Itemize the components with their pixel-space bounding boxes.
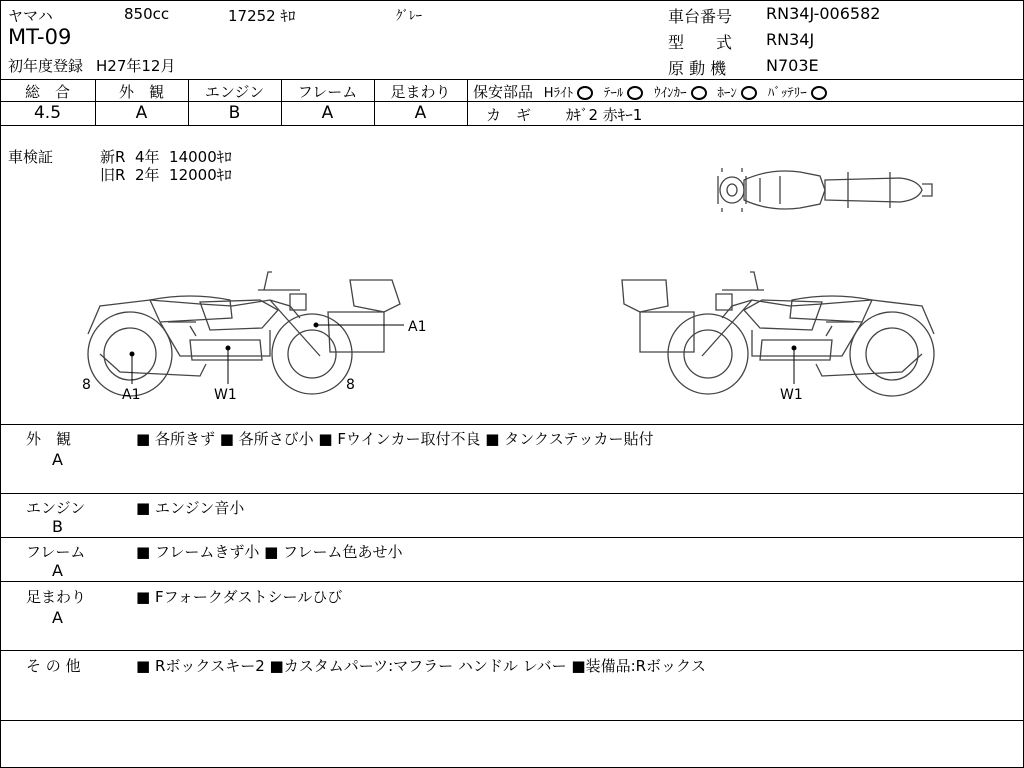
engine-code-value: N703E bbox=[766, 56, 819, 75]
grade-value-suspension: A bbox=[414, 103, 427, 123]
section-other-label: そ の 他 bbox=[26, 657, 81, 675]
section-engine-grade: B bbox=[52, 517, 63, 536]
diagram-label-w1-right: W1 bbox=[780, 387, 803, 403]
keys-value: ｶｷﾞ2 赤ｷｰ1 bbox=[566, 106, 643, 124]
diagram-label-rear-wheel: 8 bbox=[82, 377, 91, 393]
horn-ok-icon bbox=[741, 86, 757, 100]
section-suspension-items: ■ Fフォークダストシールひび bbox=[136, 588, 343, 606]
model-name: MT-09 bbox=[8, 25, 72, 49]
safety-item-winker: ｳｲﾝｶｰ bbox=[654, 86, 687, 101]
displacement: 850cc bbox=[124, 5, 170, 23]
winker-ok-icon bbox=[691, 86, 707, 100]
section-engine-items: ■ エンジン音小 bbox=[136, 499, 245, 517]
section-frame-label: フレーム bbox=[26, 543, 86, 561]
maker: ヤマハ bbox=[8, 7, 53, 25]
diagram-label-front-wheel: 8 bbox=[346, 377, 355, 393]
grade-value-exterior: A bbox=[135, 103, 148, 123]
section-divider-1 bbox=[0, 493, 1024, 494]
section-divider-0 bbox=[0, 424, 1024, 425]
section-divider-4 bbox=[0, 650, 1024, 651]
safety-parts-row bbox=[473, 81, 833, 102]
engine-code-label: 原 動 機 bbox=[668, 59, 727, 78]
frame-number-label: 車台番号 bbox=[668, 7, 733, 26]
frame-number-value: RN34J-006582 bbox=[766, 4, 881, 23]
headlight-ok-icon bbox=[577, 86, 593, 100]
grade-header-frame: フレーム bbox=[297, 83, 358, 101]
section-exterior-label: 外 観 bbox=[26, 430, 72, 448]
type-label: 型 式 bbox=[668, 33, 733, 52]
safety-item-headlight: Hﾗｲﾄ bbox=[543, 86, 574, 101]
battery-ok-icon bbox=[811, 86, 827, 100]
grade-value-frame: A bbox=[321, 103, 334, 123]
right-side-bike bbox=[622, 272, 934, 396]
color: ｸﾞﾚｰ bbox=[396, 9, 422, 24]
first-registration-value: H27年12月 bbox=[96, 57, 176, 75]
section-divider-3 bbox=[0, 581, 1024, 582]
inspection-label: 車検証 bbox=[8, 148, 54, 166]
diagram-label-a1-muffler: A1 bbox=[122, 387, 141, 403]
tail-ok-icon bbox=[627, 86, 643, 100]
section-divider-2 bbox=[0, 537, 1024, 538]
type-value: RN34J bbox=[766, 30, 815, 49]
section-suspension-grade: A bbox=[52, 608, 63, 627]
safety-item-tail: ﾃｰﾙ bbox=[603, 86, 624, 101]
section-exterior-items: ■ 各所きず ■ 各所さび小 ■ Fウインカー取付不良 ■ タンクステッカー貼付 bbox=[136, 430, 654, 448]
section-suspension-label: 足まわり bbox=[26, 588, 87, 606]
section-engine-label: エンジン bbox=[26, 499, 86, 517]
grade-header-suspension: 足まわり bbox=[390, 83, 451, 101]
grade-divider-5 bbox=[467, 79, 468, 125]
mileage: 17252 ｷﾛ bbox=[228, 7, 296, 25]
section-exterior-grade: A bbox=[52, 450, 63, 469]
grade-top-line bbox=[0, 79, 1024, 80]
safety-item-battery: ﾊﾞｯﾃﾘｰ bbox=[767, 86, 807, 101]
section-frame-items: ■ フレームきず小 ■ フレーム色あせ小 bbox=[136, 543, 403, 561]
diagram-label-a1-tank: A1 bbox=[408, 319, 427, 335]
motorcycle-diagram bbox=[0, 126, 1024, 424]
keys-label: カ ギ bbox=[486, 106, 532, 124]
inspection-line-2: 旧R 2年 12000ｷﾛ bbox=[100, 166, 232, 184]
diagram-label-w1-left: W1 bbox=[214, 387, 237, 403]
section-divider-5 bbox=[0, 720, 1024, 721]
section-frame-grade: A bbox=[52, 561, 63, 580]
section-other-items: ■ Rボックスキー2 ■カスタムパーツ:マフラー ハンドル レバー ■装備品:Rボックス bbox=[136, 657, 706, 675]
grade-header-engine: エンジン bbox=[204, 83, 265, 101]
safety-item-horn: ﾎｰﾝ bbox=[717, 86, 737, 101]
grade-value-overall: 4.5 bbox=[33, 103, 62, 123]
grade-header-exterior: 外 観 bbox=[118, 83, 164, 101]
grade-value-engine: B bbox=[228, 103, 241, 123]
first-registration-label: 初年度登録 bbox=[8, 57, 84, 75]
safety-label: 保安部品 bbox=[473, 83, 534, 101]
top-view-bike bbox=[718, 168, 932, 212]
grade-header-overall: 総 合 bbox=[24, 83, 70, 101]
inspection-line-1: 新R 4年 14000ｷﾛ bbox=[100, 148, 232, 166]
